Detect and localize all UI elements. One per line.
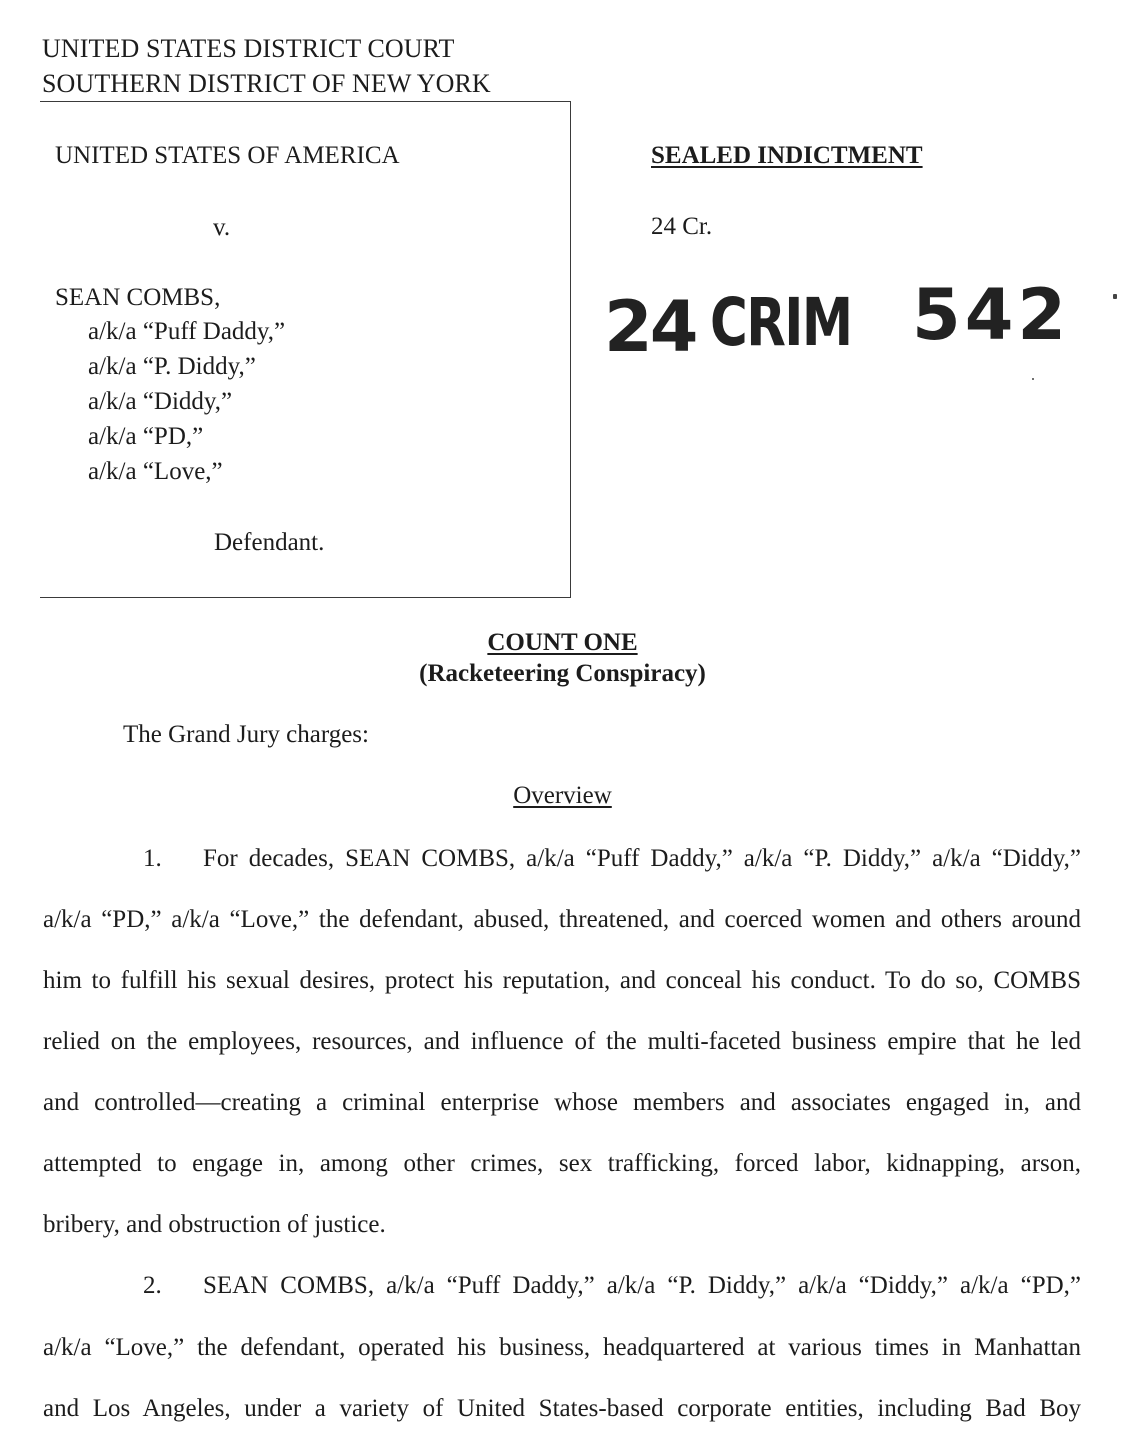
caption-box-right-rule bbox=[570, 101, 571, 598]
stamp-number: 542 bbox=[912, 274, 1071, 356]
scan-speck bbox=[1032, 378, 1034, 380]
defendant-alias: a/k/a “Puff Daddy,” bbox=[88, 318, 286, 345]
paragraph-line: a/k/a “PD,” a/k/a “Love,” the defendant, abused, threatened, and coerced women and others around bbox=[43, 906, 1081, 933]
defendant-alias: a/k/a “Love,” bbox=[88, 458, 223, 485]
scan-speck bbox=[1113, 294, 1117, 299]
paragraph-number: 2. bbox=[143, 1272, 162, 1299]
paragraph-line: relied on the employees, resources, and influence of the multi-faceted business empire that he led bbox=[43, 1028, 1081, 1055]
plaintiff-name: UNITED STATES OF AMERICA bbox=[55, 142, 400, 169]
stamp-year: 24 bbox=[604, 286, 696, 368]
count-title: COUNT ONE bbox=[487, 629, 638, 656]
defendant-label: Defendant. bbox=[214, 529, 325, 556]
grand-jury-charges: The Grand Jury charges: bbox=[123, 721, 369, 748]
paragraph-number: 1. bbox=[143, 845, 162, 872]
paragraph-line: and controlled—creating a criminal enterprise whose members and associates engaged in, and bbox=[43, 1089, 1081, 1116]
paragraph-first-line: SEAN COMBS, a/k/a “Puff Daddy,” a/k/a “P. Diddy,” a/k/a “Diddy,” a/k/a “PD,” bbox=[203, 1272, 1081, 1299]
court-name-line-2: SOUTHERN DISTRICT OF NEW YORK bbox=[42, 69, 491, 98]
section-heading-overview: Overview bbox=[513, 782, 612, 809]
document-type-heading: SEALED INDICTMENT bbox=[651, 142, 923, 169]
defendant-alias: a/k/a “Diddy,” bbox=[88, 388, 233, 415]
case-number-stamp bbox=[602, 272, 1072, 382]
court-name-line-1: UNITED STATES DISTRICT COURT bbox=[42, 34, 455, 63]
defendant-alias: a/k/a “P. Diddy,” bbox=[88, 353, 256, 380]
defendant-alias: a/k/a “PD,” bbox=[88, 423, 204, 450]
paragraph-line: and Los Angeles, under a variety of United States-based corporate entities, including Bad Boy bbox=[43, 1395, 1081, 1422]
versus-label: v. bbox=[213, 214, 231, 241]
caption-box-bottom-rule bbox=[40, 597, 571, 598]
paragraph-line: a/k/a “Love,” the defendant, operated his business, headquartered at various times in Manhattan bbox=[43, 1334, 1081, 1361]
paragraph-line: him to fulfill his sexual desires, protect his reputation, and conceal his conduct. To do so, COMBS bbox=[43, 967, 1081, 994]
case-number-prefix: 24 Cr. bbox=[651, 213, 713, 240]
defendant-name: SEAN COMBS, bbox=[55, 284, 221, 311]
paragraph-line: attempted to engage in, among other crimes, sex trafficking, forced labor, kidnapping, arson, bbox=[43, 1150, 1081, 1177]
stamp-crim: CRIM bbox=[710, 284, 852, 361]
caption-box-top-rule bbox=[40, 101, 571, 102]
paragraph-first-line: For decades, SEAN COMBS, a/k/a “Puff Daddy,” a/k/a “P. Diddy,” a/k/a “Diddy,” bbox=[203, 845, 1081, 872]
paragraph-line: bribery, and obstruction of justice. bbox=[43, 1211, 386, 1238]
count-subtitle: (Racketeering Conspiracy) bbox=[419, 660, 706, 687]
